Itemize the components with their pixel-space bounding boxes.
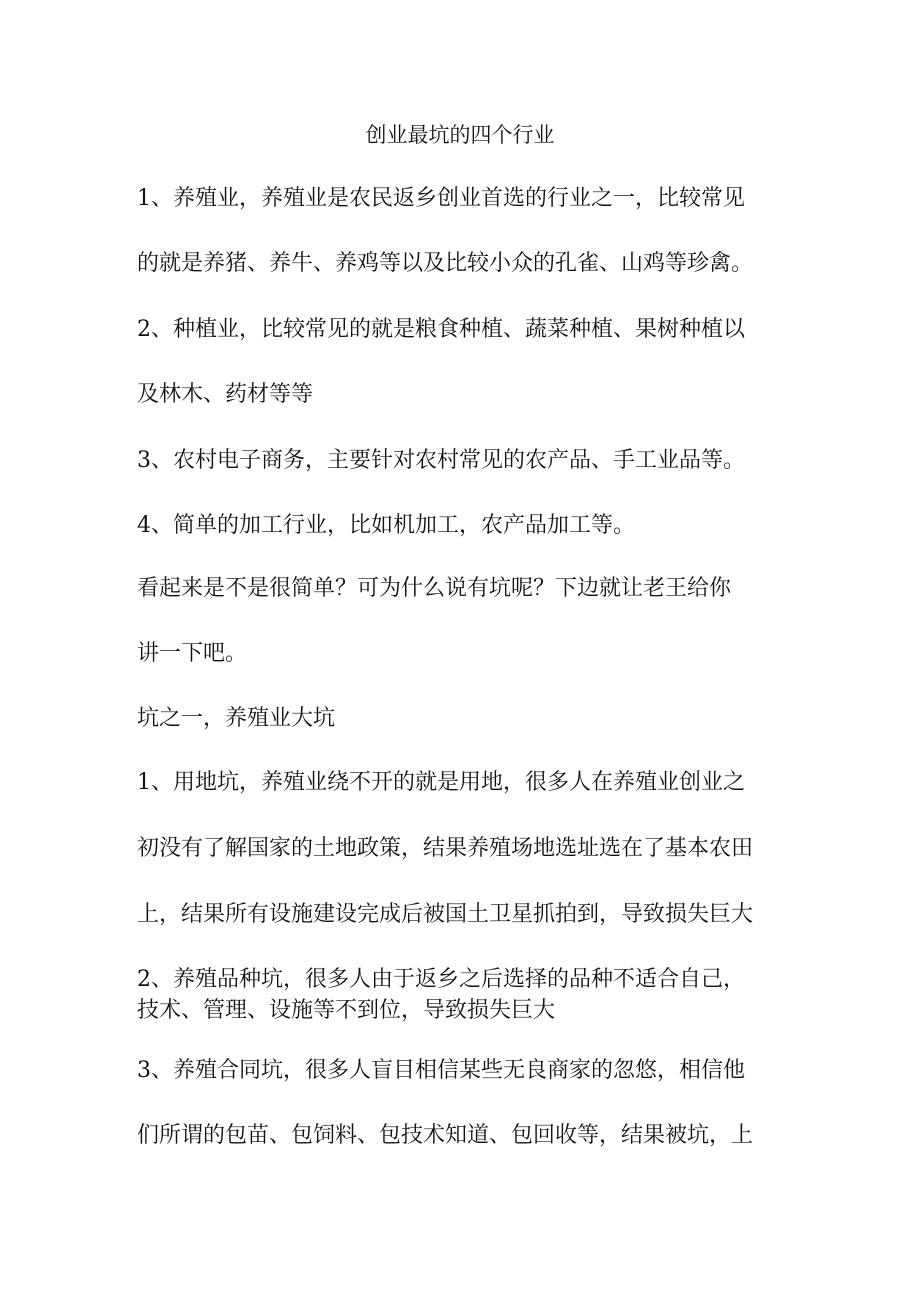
paragraph-line: 及林木、药材等等 xyxy=(137,382,314,407)
document-title: 创业最坑的四个行业 xyxy=(365,123,555,147)
paragraph-line: 们所谓的包苗、包饲料、包技术知道、包回收等，结果被坑，上 xyxy=(137,1123,754,1148)
paragraph-line: 初没有了解国家的土地政策，结果养殖场地选址选在了基本农田 xyxy=(137,836,754,861)
section-heading: 坑之一，养殖业大坑 xyxy=(137,706,336,731)
paragraph-line: 看起来是不是很简单？可为什么说有坑呢？下边就让老王给你 xyxy=(137,576,732,601)
paragraph-line: 2、种植业，比较常见的就是粮食种植、蔬菜种植、果树种植以 xyxy=(137,317,745,342)
paragraph-line: 技术、管理、设施等不到位，导致损失巨大 xyxy=(137,998,556,1023)
paragraph-line: 3、农村电子商务，主要针对农村常见的农产品、手工业品等。 xyxy=(137,448,745,473)
paragraph-line: 4、简单的加工行业，比如机加工，农产品加工等。 xyxy=(137,513,635,538)
paragraph-line: 上，结果所有设施建设完成后被国土卫星抓拍到，导致损失巨大 xyxy=(137,902,754,927)
paragraph-line: 的就是养猪、养牛、养鸡等以及比较小众的孔雀、山鸡等珍禽。 xyxy=(137,251,754,276)
paragraph-line: 讲一下吧。 xyxy=(137,641,248,666)
paragraph-line: 1、养殖业，养殖业是农民返乡创业首选的行业之一，比较常见 xyxy=(137,186,745,211)
paragraph-line: 3、养殖合同坑，很多人盲目相信某些无良商家的忽悠，相信他 xyxy=(137,1058,745,1083)
paragraph-line: 2、养殖品种坑，很多人由于返乡之后选择的品种不适合自己， xyxy=(137,967,745,992)
paragraph-line: 1、用地坑，养殖业绕不开的就是用地，很多人在养殖业创业之 xyxy=(137,770,745,795)
